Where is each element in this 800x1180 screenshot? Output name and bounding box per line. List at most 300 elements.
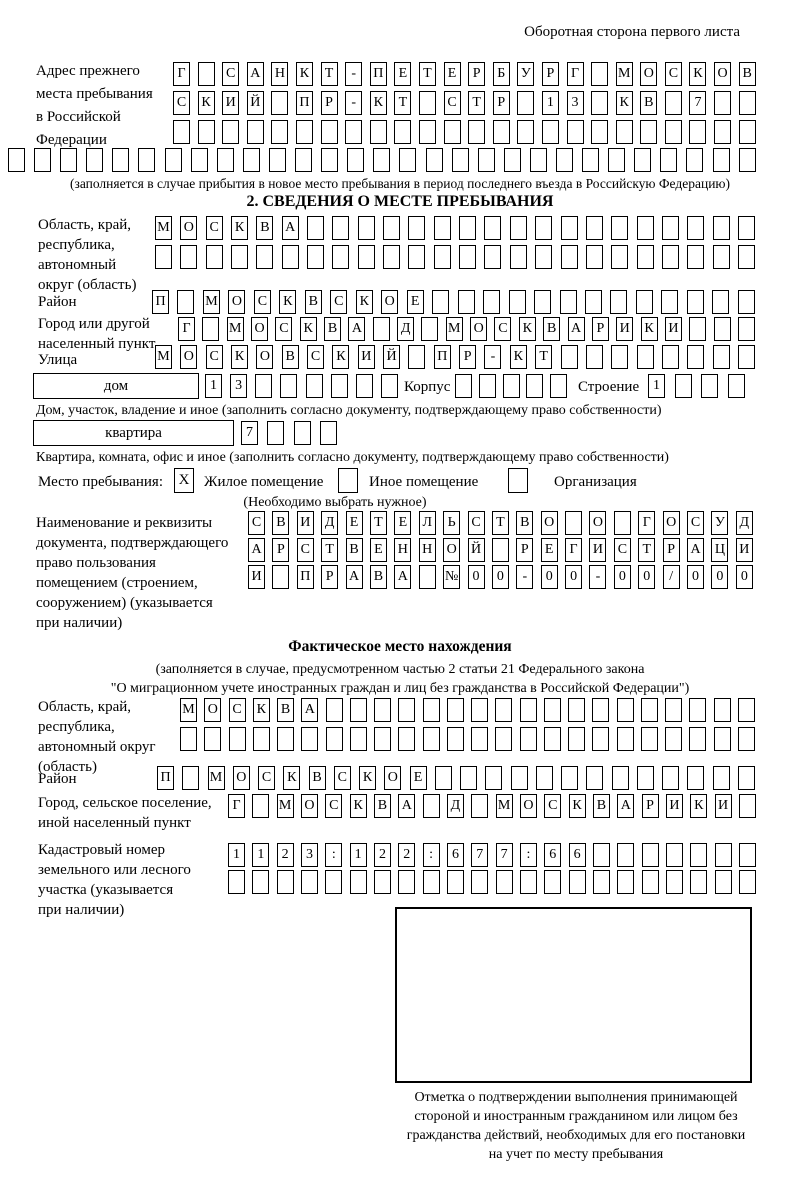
char-box[interactable] — [608, 148, 625, 172]
char-box[interactable] — [561, 216, 578, 240]
char-box[interactable]: 3 — [301, 843, 318, 867]
char-box[interactable] — [408, 216, 425, 240]
char-box[interactable]: 7 — [689, 91, 706, 115]
char-box[interactable]: О — [443, 538, 460, 562]
char-box[interactable]: И — [666, 794, 683, 818]
char-box[interactable]: В — [543, 317, 560, 341]
char-box[interactable] — [307, 245, 324, 269]
char-box[interactable]: О — [384, 766, 401, 790]
char-box[interactable]: С — [614, 538, 631, 562]
char-box[interactable] — [714, 120, 731, 144]
char-box[interactable] — [612, 766, 629, 790]
char-box[interactable] — [715, 870, 732, 894]
char-box[interactable]: Р — [272, 538, 289, 562]
char-box[interactable]: С — [687, 511, 704, 535]
char-box[interactable]: Р — [321, 91, 338, 115]
char-box[interactable] — [229, 727, 246, 751]
char-box[interactable] — [739, 843, 756, 867]
char-box[interactable]: К — [569, 794, 586, 818]
char-box[interactable] — [586, 245, 603, 269]
char-box[interactable] — [662, 216, 679, 240]
char-box[interactable]: - — [484, 345, 501, 369]
char-box[interactable] — [738, 245, 755, 269]
char-box[interactable] — [611, 216, 628, 240]
char-box[interactable] — [687, 290, 704, 314]
char-box[interactable]: 0 — [468, 565, 485, 589]
char-box[interactable] — [496, 870, 513, 894]
char-box[interactable] — [277, 727, 294, 751]
stay-type-checkbox-organization[interactable] — [508, 468, 528, 493]
char-box[interactable] — [381, 374, 398, 398]
char-box[interactable] — [686, 148, 703, 172]
char-box[interactable] — [321, 120, 338, 144]
char-box[interactable]: П — [297, 565, 314, 589]
char-box[interactable] — [326, 727, 343, 751]
char-box[interactable] — [444, 120, 461, 144]
char-box[interactable]: М — [208, 766, 225, 790]
char-box[interactable] — [423, 794, 440, 818]
char-box[interactable]: С — [665, 62, 682, 86]
char-box[interactable] — [383, 245, 400, 269]
char-box[interactable]: Й — [247, 91, 264, 115]
char-box[interactable] — [536, 766, 553, 790]
char-box[interactable]: С — [173, 91, 190, 115]
char-box[interactable]: П — [434, 345, 451, 369]
char-box[interactable] — [204, 727, 221, 751]
char-box[interactable] — [301, 727, 318, 751]
char-box[interactable]: 0 — [541, 565, 558, 589]
char-box[interactable] — [373, 148, 390, 172]
char-box[interactable]: В — [374, 794, 391, 818]
char-box[interactable]: В — [282, 345, 299, 369]
char-box[interactable] — [112, 148, 129, 172]
char-box[interactable] — [434, 216, 451, 240]
char-box[interactable]: Р — [493, 91, 510, 115]
char-box[interactable]: 2 — [374, 843, 391, 867]
char-box[interactable] — [568, 698, 585, 722]
char-box[interactable] — [301, 870, 318, 894]
char-box[interactable]: В — [305, 290, 322, 314]
char-box[interactable]: И — [358, 345, 375, 369]
char-box[interactable]: М — [155, 216, 172, 240]
char-box[interactable]: Е — [394, 62, 411, 86]
char-box[interactable]: № — [443, 565, 460, 589]
char-box[interactable] — [394, 120, 411, 144]
char-box[interactable]: Г — [567, 62, 584, 86]
apartment-type-box[interactable]: квартира — [33, 420, 234, 446]
char-box[interactable]: 0 — [614, 565, 631, 589]
char-box[interactable] — [665, 91, 682, 115]
char-box[interactable] — [714, 317, 731, 341]
char-box[interactable]: Ц — [711, 538, 728, 562]
char-box[interactable]: М — [446, 317, 463, 341]
char-box[interactable]: 7 — [241, 421, 258, 445]
char-box[interactable] — [714, 91, 731, 115]
char-box[interactable]: Р — [542, 62, 559, 86]
char-box[interactable] — [459, 245, 476, 269]
char-box[interactable]: Й — [468, 538, 485, 562]
char-box[interactable] — [435, 766, 452, 790]
char-box[interactable]: Е — [541, 538, 558, 562]
char-box[interactable]: Т — [492, 511, 509, 535]
char-box[interactable] — [182, 766, 199, 790]
char-box[interactable] — [173, 120, 190, 144]
char-box[interactable]: Т — [419, 62, 436, 86]
char-box[interactable]: О — [233, 766, 250, 790]
house-type-box[interactable]: дом — [33, 373, 199, 399]
char-box[interactable] — [665, 120, 682, 144]
char-box[interactable] — [586, 345, 603, 369]
char-box[interactable]: О — [640, 62, 657, 86]
char-box[interactable]: В — [277, 698, 294, 722]
char-box[interactable] — [419, 565, 436, 589]
char-box[interactable]: - — [345, 91, 362, 115]
char-box[interactable]: Т — [638, 538, 655, 562]
char-box[interactable]: О — [301, 794, 318, 818]
char-box[interactable] — [452, 148, 469, 172]
char-box[interactable] — [738, 317, 755, 341]
char-box[interactable]: О — [251, 317, 268, 341]
char-box[interactable] — [662, 345, 679, 369]
char-box[interactable]: Г — [638, 511, 655, 535]
char-box[interactable] — [423, 870, 440, 894]
char-box[interactable] — [8, 148, 25, 172]
char-box[interactable] — [217, 148, 234, 172]
char-box[interactable]: 1 — [228, 843, 245, 867]
char-box[interactable] — [86, 148, 103, 172]
char-box[interactable]: М — [155, 345, 172, 369]
char-box[interactable]: Й — [383, 345, 400, 369]
char-box[interactable] — [423, 727, 440, 751]
char-box[interactable] — [544, 698, 561, 722]
char-box[interactable]: К — [356, 290, 373, 314]
char-box[interactable] — [358, 245, 375, 269]
char-box[interactable] — [517, 120, 534, 144]
char-box[interactable]: 3 — [567, 91, 584, 115]
char-box[interactable] — [485, 766, 502, 790]
char-box[interactable] — [493, 120, 510, 144]
char-box[interactable] — [714, 698, 731, 722]
char-box[interactable] — [471, 870, 488, 894]
char-box[interactable] — [592, 698, 609, 722]
char-box[interactable] — [526, 374, 543, 398]
char-box[interactable]: К — [689, 62, 706, 86]
char-box[interactable] — [591, 91, 608, 115]
char-box[interactable] — [687, 345, 704, 369]
char-box[interactable] — [374, 727, 391, 751]
char-box[interactable] — [256, 245, 273, 269]
char-box[interactable] — [642, 843, 659, 867]
char-box[interactable] — [432, 290, 449, 314]
char-box[interactable] — [666, 843, 683, 867]
char-box[interactable] — [495, 698, 512, 722]
char-box[interactable] — [690, 870, 707, 894]
char-box[interactable] — [520, 727, 537, 751]
char-box[interactable]: А — [394, 565, 411, 589]
char-box[interactable]: А — [301, 698, 318, 722]
char-box[interactable]: Т — [535, 345, 552, 369]
char-box[interactable] — [530, 148, 547, 172]
char-box[interactable]: О — [470, 317, 487, 341]
char-box[interactable]: Т — [321, 62, 338, 86]
char-box[interactable]: 6 — [447, 843, 464, 867]
char-box[interactable]: В — [324, 317, 341, 341]
char-box[interactable]: Е — [346, 511, 363, 535]
char-box[interactable]: : — [325, 843, 342, 867]
char-box[interactable] — [484, 216, 501, 240]
char-box[interactable]: К — [283, 766, 300, 790]
stay-type-checkbox-other[interactable] — [338, 468, 358, 493]
char-box[interactable]: Е — [394, 511, 411, 535]
char-box[interactable]: Т — [394, 91, 411, 115]
confirmation-stamp-box[interactable] — [395, 907, 752, 1083]
char-box[interactable] — [350, 727, 367, 751]
char-box[interactable]: О — [520, 794, 537, 818]
char-box[interactable] — [307, 216, 324, 240]
char-box[interactable] — [398, 870, 415, 894]
char-box[interactable]: В — [346, 538, 363, 562]
char-box[interactable]: 7 — [471, 843, 488, 867]
char-box[interactable] — [520, 698, 537, 722]
char-box[interactable] — [593, 870, 610, 894]
char-box[interactable]: С — [258, 766, 275, 790]
char-box[interactable]: А — [617, 794, 634, 818]
char-box[interactable] — [479, 374, 496, 398]
char-box[interactable]: О — [541, 511, 558, 535]
char-box[interactable]: В — [593, 794, 610, 818]
char-box[interactable] — [155, 245, 172, 269]
char-box[interactable] — [617, 698, 634, 722]
char-box[interactable]: С — [275, 317, 292, 341]
char-box[interactable] — [373, 317, 390, 341]
char-box[interactable]: А — [568, 317, 585, 341]
char-box[interactable] — [569, 870, 586, 894]
char-box[interactable]: М — [616, 62, 633, 86]
char-box[interactable] — [616, 120, 633, 144]
char-box[interactable]: 1 — [648, 374, 665, 398]
char-box[interactable]: У — [711, 511, 728, 535]
char-box[interactable]: П — [152, 290, 169, 314]
char-box[interactable]: М — [277, 794, 294, 818]
char-box[interactable] — [471, 794, 488, 818]
char-box[interactable]: С — [206, 216, 223, 240]
char-box[interactable]: О — [180, 216, 197, 240]
char-box[interactable] — [471, 727, 488, 751]
char-box[interactable]: Р — [468, 62, 485, 86]
char-box[interactable] — [689, 317, 706, 341]
char-box[interactable] — [370, 120, 387, 144]
char-box[interactable]: М — [227, 317, 244, 341]
char-box[interactable] — [738, 290, 755, 314]
char-box[interactable] — [280, 374, 297, 398]
char-box[interactable] — [271, 120, 288, 144]
char-box[interactable]: Г — [173, 62, 190, 86]
char-box[interactable] — [321, 148, 338, 172]
char-box[interactable] — [191, 148, 208, 172]
char-box[interactable]: 3 — [230, 374, 247, 398]
char-box[interactable]: О — [256, 345, 273, 369]
char-box[interactable] — [617, 870, 634, 894]
char-box[interactable] — [345, 120, 362, 144]
char-box[interactable] — [610, 290, 627, 314]
char-box[interactable]: Е — [407, 290, 424, 314]
char-box[interactable] — [535, 245, 552, 269]
char-box[interactable]: К — [616, 91, 633, 115]
char-box[interactable] — [206, 245, 223, 269]
char-box[interactable]: С — [206, 345, 223, 369]
char-box[interactable]: Т — [321, 538, 338, 562]
char-box[interactable] — [728, 374, 745, 398]
char-box[interactable] — [419, 91, 436, 115]
char-box[interactable] — [509, 290, 526, 314]
char-box[interactable] — [447, 870, 464, 894]
char-box[interactable]: К — [350, 794, 367, 818]
char-box[interactable] — [180, 727, 197, 751]
char-box[interactable] — [665, 727, 682, 751]
char-box[interactable] — [561, 345, 578, 369]
char-box[interactable] — [713, 245, 730, 269]
char-box[interactable] — [198, 62, 215, 86]
char-box[interactable] — [738, 345, 755, 369]
char-box[interactable]: К — [279, 290, 296, 314]
char-box[interactable]: Л — [419, 511, 436, 535]
char-box[interactable]: В — [739, 62, 756, 86]
char-box[interactable]: С — [334, 766, 351, 790]
char-box[interactable]: / — [663, 565, 680, 589]
char-box[interactable]: М — [203, 290, 220, 314]
char-box[interactable]: К — [641, 317, 658, 341]
char-box[interactable] — [739, 148, 756, 172]
char-box[interactable]: К — [253, 698, 270, 722]
char-box[interactable]: Д — [321, 511, 338, 535]
char-box[interactable] — [560, 290, 577, 314]
char-box[interactable] — [180, 245, 197, 269]
char-box[interactable]: В — [309, 766, 326, 790]
char-box[interactable] — [247, 120, 264, 144]
char-box[interactable]: О — [589, 511, 606, 535]
char-box[interactable] — [567, 120, 584, 144]
char-box[interactable] — [374, 870, 391, 894]
char-box[interactable]: 0 — [638, 565, 655, 589]
char-box[interactable] — [714, 727, 731, 751]
char-box[interactable] — [687, 245, 704, 269]
char-box[interactable]: Т — [370, 511, 387, 535]
char-box[interactable]: 0 — [492, 565, 509, 589]
char-box[interactable] — [591, 62, 608, 86]
char-box[interactable]: Р — [642, 794, 659, 818]
char-box[interactable]: С — [330, 290, 347, 314]
char-box[interactable]: О — [204, 698, 221, 722]
char-box[interactable] — [661, 290, 678, 314]
char-box[interactable] — [398, 727, 415, 751]
char-box[interactable]: Е — [444, 62, 461, 86]
char-box[interactable] — [611, 345, 628, 369]
char-box[interactable] — [586, 766, 603, 790]
char-box[interactable] — [712, 290, 729, 314]
char-box[interactable]: К — [510, 345, 527, 369]
char-box[interactable] — [687, 766, 704, 790]
char-box[interactable]: В — [272, 511, 289, 535]
char-box[interactable]: 0 — [565, 565, 582, 589]
char-box[interactable] — [198, 120, 215, 144]
char-box[interactable]: С — [254, 290, 271, 314]
char-box[interactable] — [222, 120, 239, 144]
char-box[interactable] — [738, 216, 755, 240]
char-box[interactable]: Д — [397, 317, 414, 341]
char-box[interactable]: К — [231, 345, 248, 369]
char-box[interactable]: Р — [516, 538, 533, 562]
char-box[interactable] — [460, 766, 477, 790]
char-box[interactable] — [347, 148, 364, 172]
char-box[interactable] — [739, 870, 756, 894]
char-box[interactable]: 0 — [687, 565, 704, 589]
char-box[interactable] — [447, 727, 464, 751]
char-box[interactable] — [332, 245, 349, 269]
char-box[interactable] — [252, 870, 269, 894]
char-box[interactable] — [426, 148, 443, 172]
char-box[interactable] — [662, 766, 679, 790]
char-box[interactable] — [568, 727, 585, 751]
char-box[interactable] — [458, 290, 475, 314]
char-box[interactable]: 1 — [205, 374, 222, 398]
char-box[interactable] — [636, 290, 653, 314]
char-box[interactable] — [272, 565, 289, 589]
char-box[interactable]: И — [297, 511, 314, 535]
char-box[interactable]: И — [248, 565, 265, 589]
char-box[interactable]: А — [248, 538, 265, 562]
char-box[interactable]: - — [589, 565, 606, 589]
char-box[interactable] — [350, 698, 367, 722]
char-box[interactable] — [715, 843, 732, 867]
char-box[interactable] — [666, 870, 683, 894]
char-box[interactable]: 6 — [544, 843, 561, 867]
char-box[interactable]: С — [494, 317, 511, 341]
char-box[interactable] — [713, 766, 730, 790]
char-box[interactable] — [713, 216, 730, 240]
char-box[interactable]: - — [345, 62, 362, 86]
char-box[interactable]: П — [370, 62, 387, 86]
char-box[interactable] — [503, 374, 520, 398]
char-box[interactable] — [640, 120, 657, 144]
char-box[interactable] — [641, 727, 658, 751]
char-box[interactable]: К — [519, 317, 536, 341]
char-box[interactable] — [326, 698, 343, 722]
char-box[interactable] — [269, 148, 286, 172]
char-box[interactable]: : — [423, 843, 440, 867]
char-box[interactable] — [332, 216, 349, 240]
char-box[interactable] — [492, 538, 509, 562]
char-box[interactable] — [421, 317, 438, 341]
char-box[interactable]: В — [516, 511, 533, 535]
char-box[interactable]: А — [398, 794, 415, 818]
char-box[interactable]: О — [180, 345, 197, 369]
char-box[interactable] — [484, 245, 501, 269]
char-box[interactable]: П — [296, 91, 313, 115]
char-box[interactable]: Р — [321, 565, 338, 589]
char-box[interactable]: А — [687, 538, 704, 562]
char-box[interactable]: Н — [419, 538, 436, 562]
char-box[interactable] — [253, 727, 270, 751]
char-box[interactable] — [295, 148, 312, 172]
char-box[interactable] — [637, 766, 654, 790]
char-box[interactable] — [634, 148, 651, 172]
char-box[interactable] — [517, 91, 534, 115]
char-box[interactable] — [511, 766, 528, 790]
char-box[interactable] — [399, 148, 416, 172]
char-box[interactable]: Т — [468, 91, 485, 115]
char-box[interactable]: А — [247, 62, 264, 86]
char-box[interactable]: 1 — [252, 843, 269, 867]
